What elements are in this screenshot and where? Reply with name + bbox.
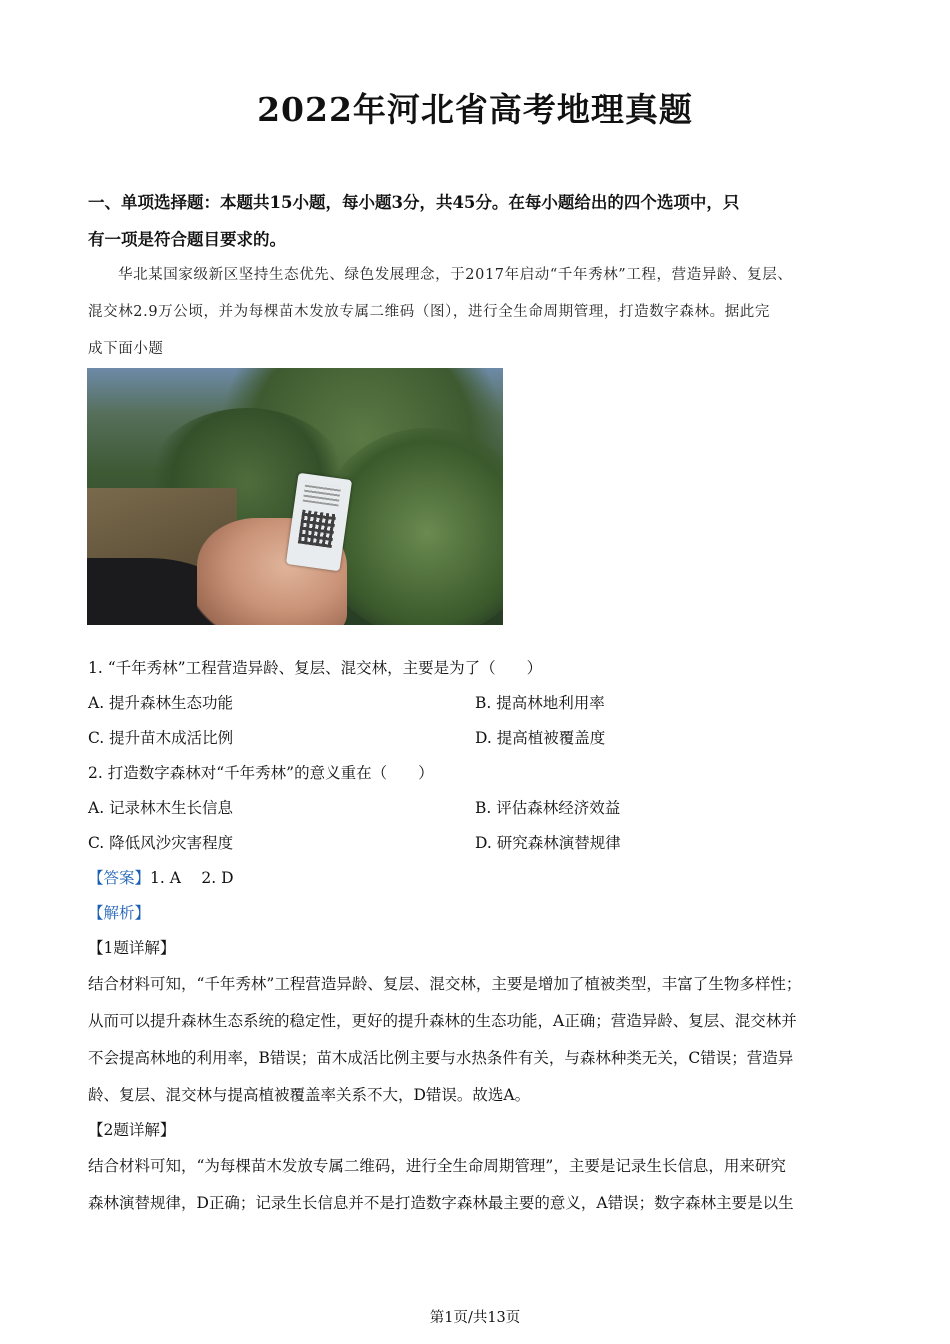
- question-1-stem: 1. “千年秀林”工程营造异龄、复层、混交林，主要是为了（ ）: [88, 659, 543, 677]
- detail-1-line: 龄、复层、混交林与提高植被覆盖率关系不大，D错误。故选A。: [88, 1086, 531, 1104]
- q2-option-d: D. 研究森林演替规律: [475, 834, 621, 852]
- qr-code-icon: [298, 510, 336, 548]
- detail-1-line: 结合材料可知，“千年秀林”工程营造异龄、复层、混交林，主要是增加了植被类型，丰富了生物多样性；: [88, 975, 802, 993]
- passage-line3: 成下面小题: [88, 341, 164, 357]
- question-2-stem: 2. 打造数字森林对“千年秀林”的意义重在（ ）: [88, 764, 434, 782]
- answer-tag: 【答案】: [88, 869, 151, 887]
- q1-option-b: B. 提高林地利用率: [475, 694, 605, 712]
- page-title: 2022年河北省高考地理真题: [257, 90, 693, 129]
- q2-option-c: C. 降低风沙灾害程度: [88, 834, 234, 852]
- section-heading-line2: 有一项是符合题目要求的。: [88, 230, 286, 249]
- detail-2-line: 结合材料可知，“为每棵苗木发放专属二维码，进行全生命周期管理”，主要是记录生长信息，用来研究: [88, 1157, 786, 1175]
- detail-2-line: 森林演替规律，D正确；记录生长信息并不是打造数字森林最主要的意义，A错误；数字森林主要是以生: [88, 1194, 794, 1212]
- analysis-tag: 【解析】: [88, 904, 151, 922]
- q2-option-a: A. 记录林木生长信息: [88, 799, 234, 817]
- answer-text: 1. A 2. D: [150, 869, 234, 887]
- detail-1-line: 从而可以提升森林生态系统的稳定性，更好的提升森林的生态功能，A正确；营造异龄、复层、混交林并: [88, 1012, 797, 1030]
- passage-line2: 混交林2.9万公顷，并为每棵苗木发放专属二维码（图），进行全生命周期管理，打造数字森林。据此完: [88, 304, 771, 320]
- section-heading-line1: 一、单项选择题：本题共15小题，每小题3分，共45分。在每小题给出的四个选项中，只: [88, 193, 740, 212]
- detail-1-tag: 【1题详解】: [88, 939, 176, 957]
- q2-option-b: B. 评估森林经济效益: [475, 799, 621, 817]
- qr-tag-photo: [87, 368, 503, 625]
- q1-option-c: C. 提升苗木成活比例: [88, 729, 234, 747]
- q1-option-d: D. 提高植被覆盖度: [475, 729, 606, 747]
- answer-line: [88, 866, 234, 888]
- detail-1-line: 不会提高林地的利用率，B错误；苗木成活比例主要与水热条件有关，与森林种类无关，C错误；营造异: [88, 1049, 794, 1067]
- detail-2-tag: 【2题详解】: [88, 1121, 176, 1139]
- page-footer: 第1页/共13页: [429, 1310, 521, 1326]
- passage-line1: 华北某国家级新区坚持生态优先、绿色发展理念，于2017年启动“千年秀林”工程，营造异龄、复层、: [118, 267, 793, 283]
- q1-option-a: A. 提升森林生态功能: [88, 694, 234, 712]
